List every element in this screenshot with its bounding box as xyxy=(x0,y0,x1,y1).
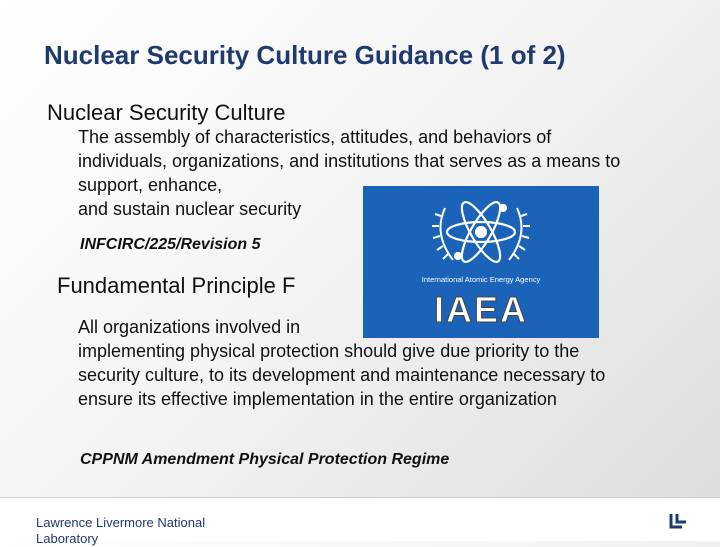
principle-text-narrow: All organizations involved in xyxy=(78,317,301,337)
citation-cppnm: CPPNM Amendment Physical Protection Regime xyxy=(80,451,450,468)
iaea-logo xyxy=(363,186,599,338)
citation-infcirc: INFCIRC/225/Revision 5 xyxy=(80,236,261,253)
principle-text-wide: implementing physical protection should give due priority to the security culture, to its development and maintenance necessary to ensure its effective implementation in the entire organization xyxy=(78,341,606,409)
agency-name-text: International Atomic Energy Agency xyxy=(421,275,541,284)
definition-text-narrow: and sustain nuclear security xyxy=(78,199,302,219)
llnl-logo-icon xyxy=(668,513,688,536)
atom-emblem-icon xyxy=(447,198,515,267)
section-heading-principle: Fundamental Principle F xyxy=(57,273,296,298)
iaea-acronym-text: IAEA xyxy=(433,289,529,330)
section-heading-culture: Nuclear Security Culture xyxy=(47,100,286,125)
slide-title: Nuclear Security Culture Guidance (1 of 2) xyxy=(44,40,566,70)
definition-text-wide: The assembly of characteristics, attitudes, and behaviors of individuals, organizations, and institutions that serves as a means to support, enhance, xyxy=(78,127,621,195)
footer-organization: Lawrence Livermore National Laboratory xyxy=(36,515,206,546)
